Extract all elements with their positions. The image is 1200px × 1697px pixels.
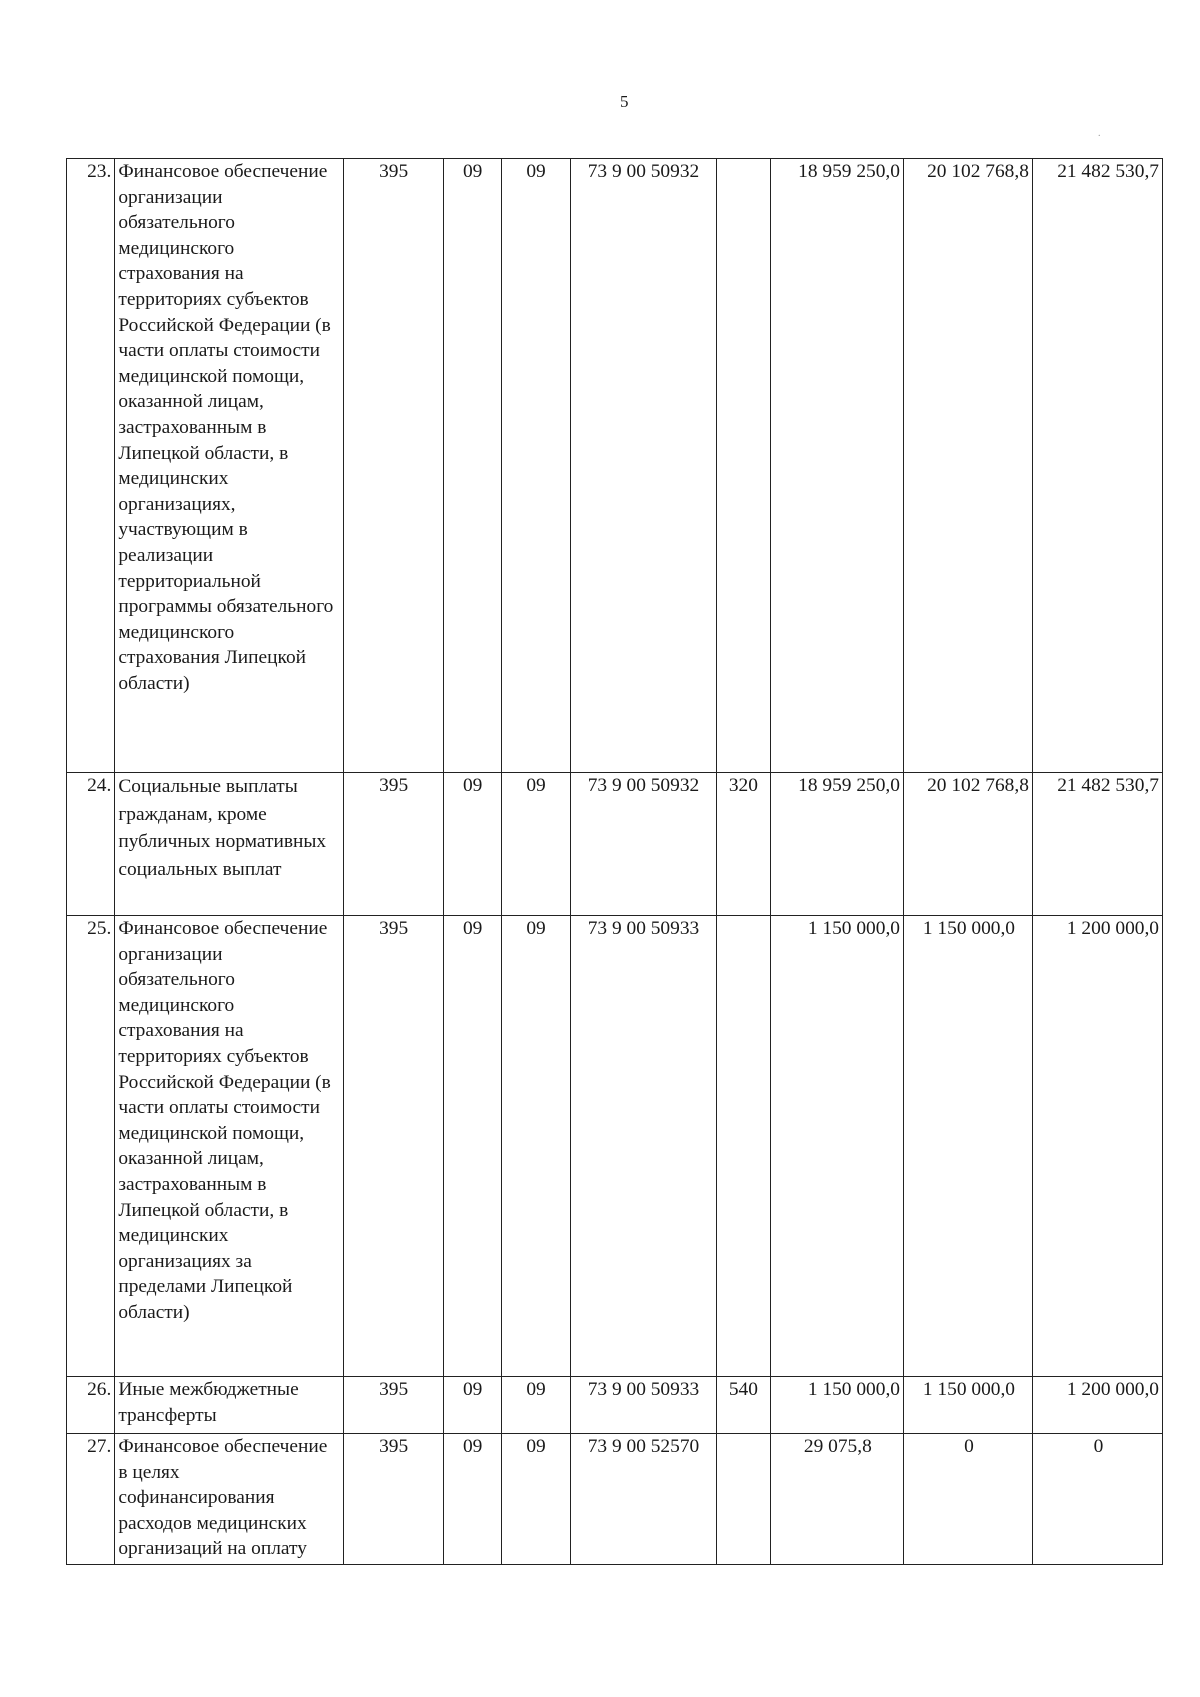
amount-year-3: 1 200 000,0 (1032, 1377, 1162, 1434)
row-name: Финансовое обеспечение в целях софинансирования расходов медицинских организаций на оплату (115, 1434, 344, 1565)
amount-year-3: 1 200 000,0 (1032, 916, 1162, 1377)
section-code: 09 (444, 159, 502, 773)
expense-type-code (717, 916, 771, 1377)
subsection-code: 09 (502, 1434, 571, 1565)
row-number: 23. (67, 159, 115, 773)
amount-year-1: 18 959 250,0 (770, 159, 903, 773)
amount-year-1: 18 959 250,0 (770, 773, 903, 916)
subsection-code: 09 (502, 916, 571, 1377)
row-name: Финансовое обеспечение организации обязательного медицинского страхования на территориях субъектов Российской Федерации (в части оплаты стоимости медицинской помощи, оказанной лицам, застрахованным в Липецкой области, в медицинских организациях, участвующим в реализации территориальной программы обязательного медицинского страхования Липецкой области) (115, 159, 344, 773)
row-name: Иные межбюджетные трансферты (115, 1377, 344, 1434)
subsection-code: 09 (502, 159, 571, 773)
amount-year-1: 1 150 000,0 (770, 916, 903, 1377)
section-code: 09 (444, 1377, 502, 1434)
table-row (67, 773, 1163, 916)
amount-year-1: 29 075,8 (770, 1434, 903, 1565)
ministry-code: 395 (344, 916, 444, 1377)
section-code: 09 (444, 773, 502, 916)
target-article-code: 73 9 00 50932 (570, 773, 716, 916)
amount-year-3: 21 482 530,7 (1032, 773, 1162, 916)
target-article-code: 73 9 00 50933 (570, 1377, 716, 1434)
expense-type-code (717, 1434, 771, 1565)
amount-year-1: 1 150 000,0 (770, 1377, 903, 1434)
ministry-code: 395 (344, 1377, 444, 1434)
amount-year-2: 20 102 768,8 (903, 159, 1032, 773)
expense-type-code: 540 (717, 1377, 771, 1434)
section-code: 09 (444, 916, 502, 1377)
amount-year-3: 21 482 530,7 (1032, 159, 1162, 773)
row-name: Социальные выплаты гражданам, кроме публичных нормативных социальных выплат (115, 773, 344, 916)
row-number: 24. (67, 773, 115, 916)
corner-mark: . (1098, 128, 1101, 139)
amount-year-2: 0 (903, 1434, 1032, 1565)
table-row (67, 159, 1163, 773)
ministry-code: 395 (344, 1434, 444, 1565)
row-number: 26. (67, 1377, 115, 1434)
expense-type-code (717, 159, 771, 773)
table-row (67, 1434, 1163, 1565)
target-article-code: 73 9 00 50932 (570, 159, 716, 773)
page-number: 5 (620, 92, 629, 111)
target-article-code: 73 9 00 52570 (570, 1434, 716, 1565)
row-number: 27. (67, 1434, 115, 1565)
amount-year-2: 1 150 000,0 (903, 1377, 1032, 1434)
subsection-code: 09 (502, 773, 571, 916)
budget-table (66, 158, 1163, 1565)
ministry-code: 395 (344, 773, 444, 916)
table-row (67, 1377, 1163, 1434)
row-number: 25. (67, 916, 115, 1377)
row-name: Финансовое обеспечение организации обязательного медицинского страхования на территориях субъектов Российской Федерации (в части оплаты стоимости медицинской помощи, оказанной лицам, застрахованным в Липецкой области, в медицинских организациях за пределами Липецкой области) (115, 916, 344, 1377)
amount-year-2: 1 150 000,0 (903, 916, 1032, 1377)
subsection-code: 09 (502, 1377, 571, 1434)
amount-year-3: 0 (1032, 1434, 1162, 1565)
expense-type-code: 320 (717, 773, 771, 916)
table-row (67, 916, 1163, 1377)
amount-year-2: 20 102 768,8 (903, 773, 1032, 916)
section-code: 09 (444, 1434, 502, 1565)
ministry-code: 395 (344, 159, 444, 773)
target-article-code: 73 9 00 50933 (570, 916, 716, 1377)
